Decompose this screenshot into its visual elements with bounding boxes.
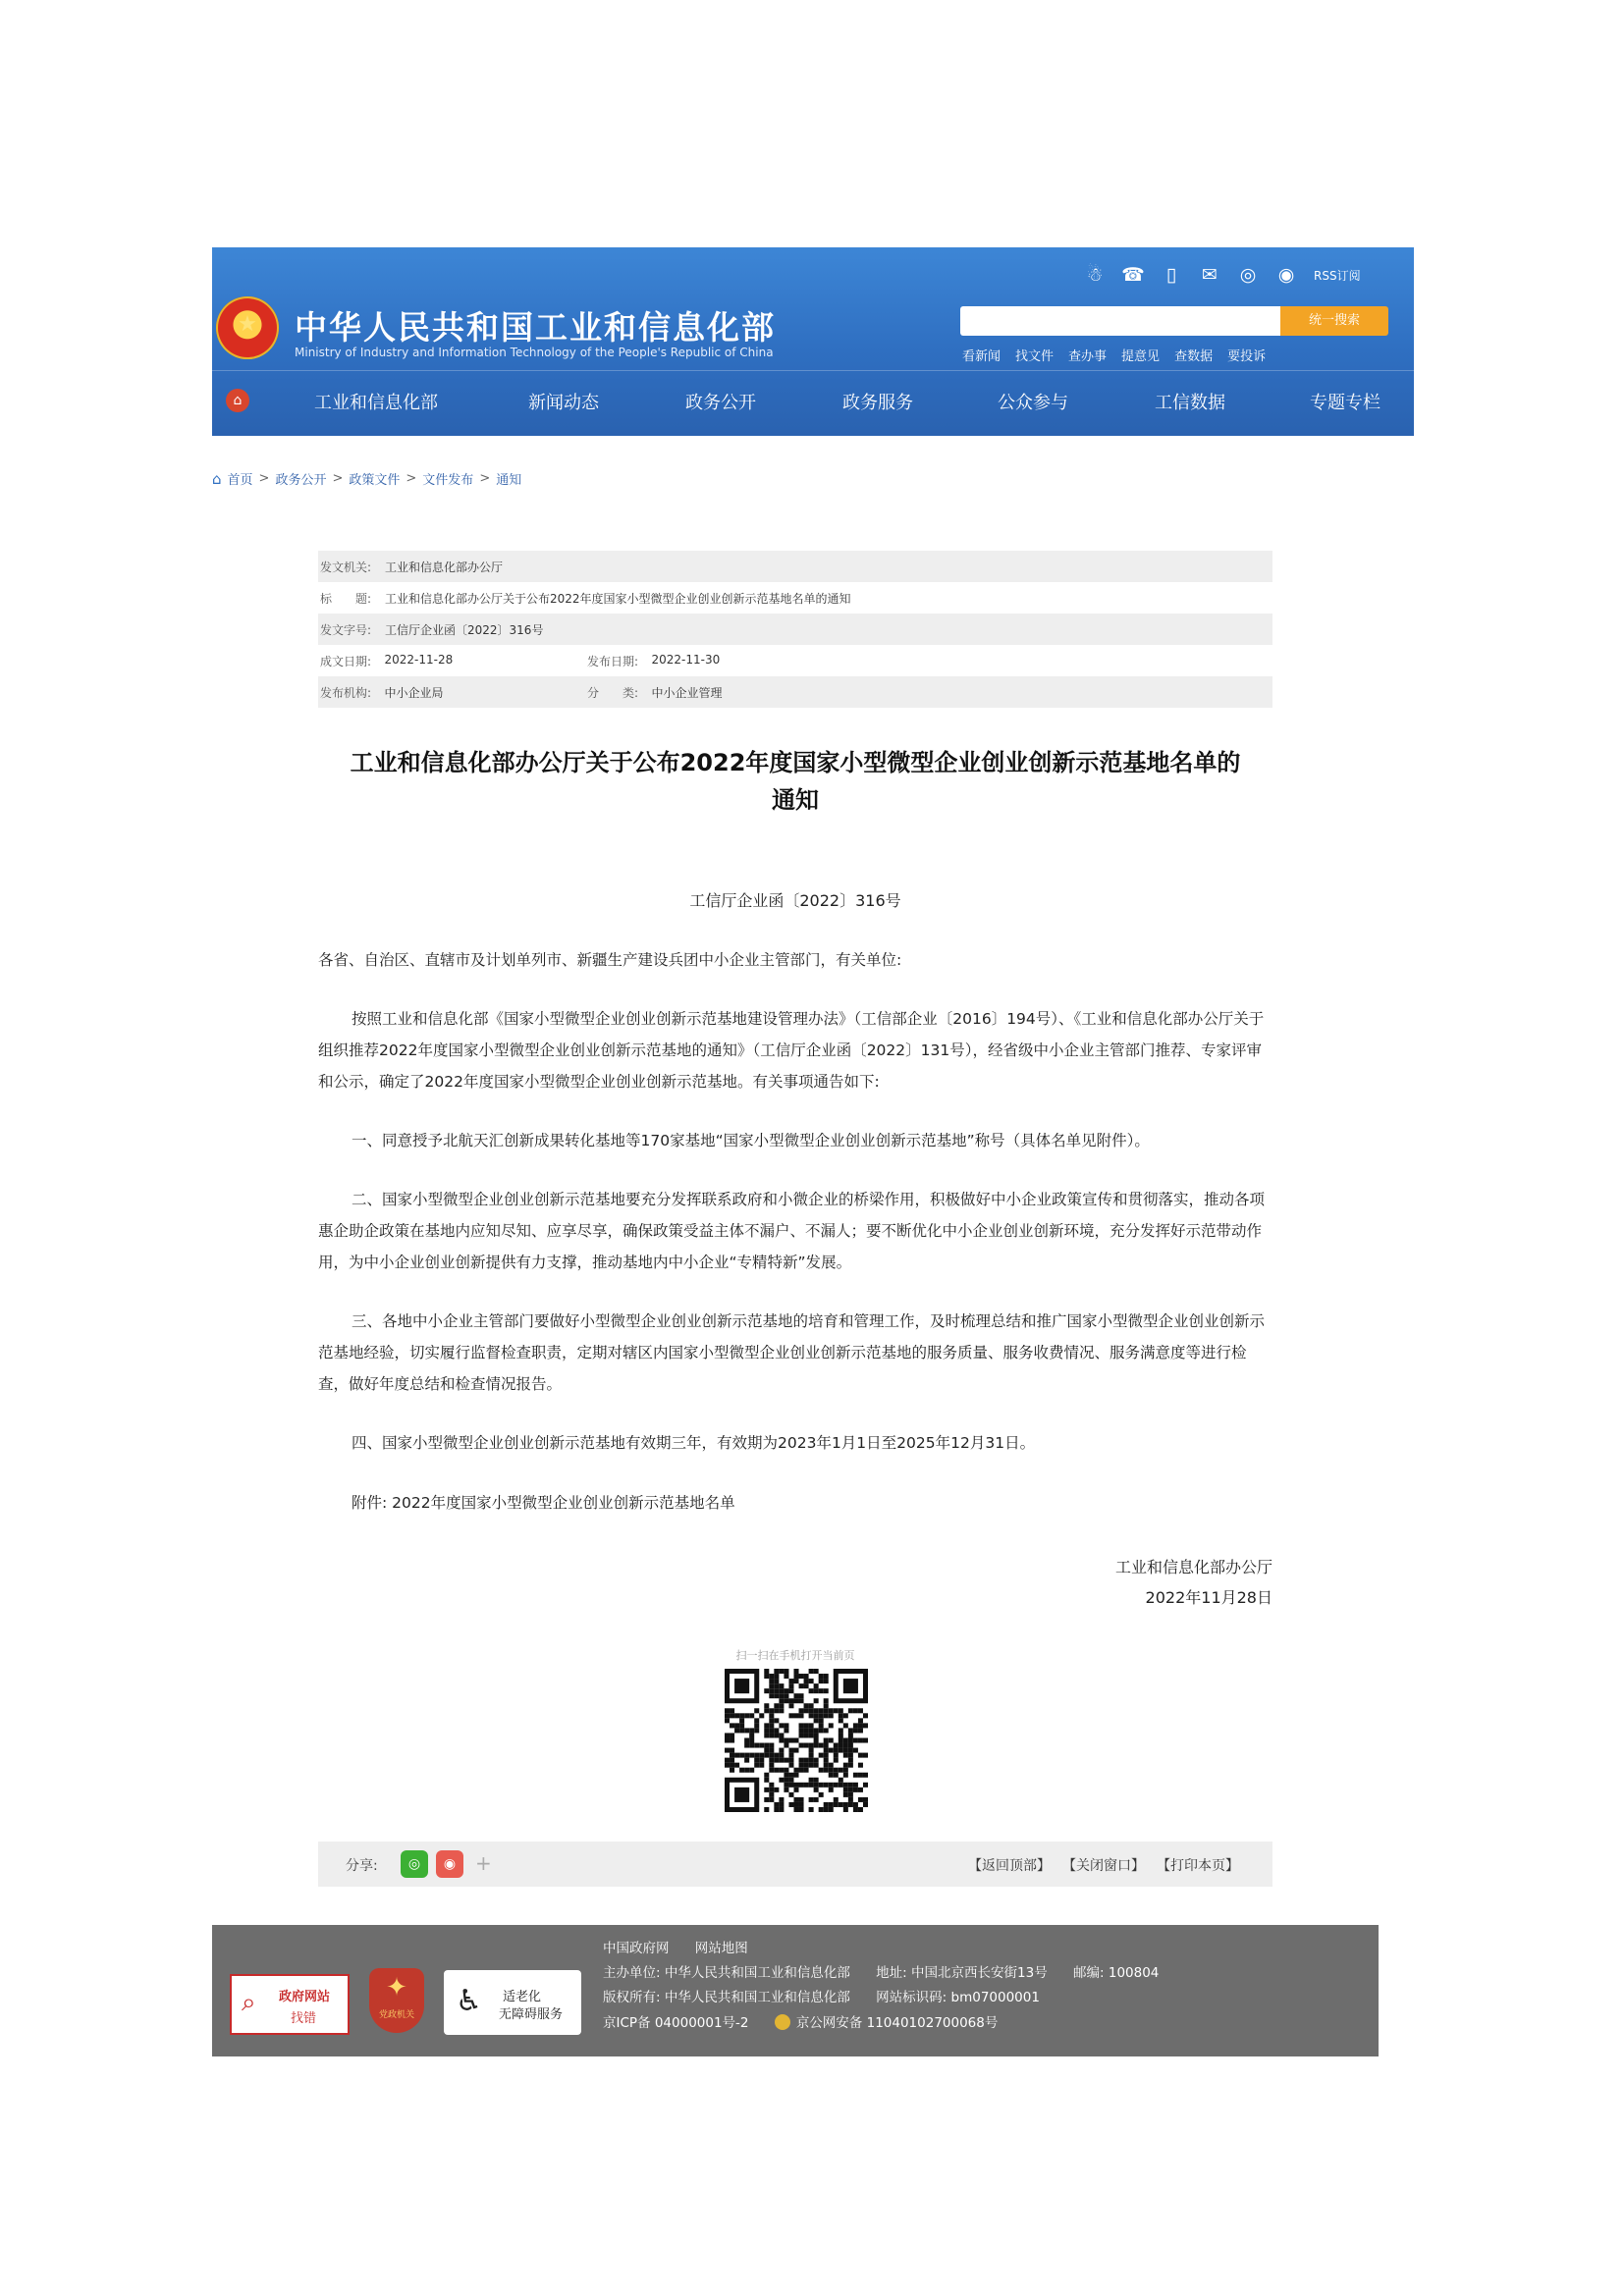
- info-row-org: [318, 676, 1272, 708]
- site-footer: [212, 1925, 1379, 2056]
- address-label: 地址:: [876, 1965, 907, 1981]
- breadcrumb-separator: >: [258, 471, 270, 486]
- wheelchair-icon: ♿: [456, 1984, 482, 2018]
- copyright-label: 版权所有:: [603, 1990, 661, 2005]
- accessibility-badge[interactable]: [444, 1970, 581, 2035]
- docno-label: 发文字号:: [320, 622, 372, 637]
- article-paragraph-2: 一、同意授予北航天汇创新成果转化基地等170家基地“国家小型微型企业创业创新示范基地”称号（具体名单见附件）。: [352, 1132, 1150, 1149]
- home-icon[interactable]: ⌂: [212, 469, 222, 488]
- article-title-line1: 工业和信息化部办公厅关于公布2022年度国家小型微型企业创业创新示范基地名单的: [350, 749, 1241, 776]
- search-button[interactable]: 统一搜索: [1280, 306, 1388, 336]
- article-paragraph-3: 二、国家小型微型企业创业创新示范基地要充分发挥联系政府和小微企业的桥梁作用，积极做好中小企业政策宣传和贯彻落实，推动各项惠企助企政策在基地内应知尽知、应享尽享，确保政策受益主体不漏户、不漏人；要不断优化中小企业创业创新环境，充分发挥好示范带动作用，为中小企业创业创新提供有力支撑，推动基地内中小企业“专精特新”发展。: [318, 1191, 1266, 1271]
- site-header: [212, 247, 1414, 436]
- search-input[interactable]: [960, 306, 1280, 336]
- site-id-label: 网站标识码:: [876, 1990, 947, 2005]
- page-tools: [968, 1855, 1239, 1875]
- info-row-docno: [318, 614, 1272, 645]
- share-bar: [318, 1842, 1272, 1887]
- rss-link[interactable]: RSS订阅: [1314, 268, 1361, 283]
- badge3-line2: 无障碍服务: [499, 2007, 564, 2022]
- issuer-value: 工业和信息化部办公厅: [385, 560, 504, 574]
- phone-icon[interactable]: ☎: [1121, 264, 1145, 286]
- nav-item-data[interactable]: 工信数据: [1155, 393, 1225, 413]
- article-title: [318, 744, 1272, 819]
- nav-item-ministry[interactable]: 工业和信息化部: [314, 393, 438, 413]
- host-label: 主办单位:: [603, 1965, 661, 1981]
- postcode-value: 100804: [1108, 1965, 1160, 1981]
- quick-link-files[interactable]: 找文件: [1015, 349, 1055, 364]
- quick-link-news[interactable]: 看新闻: [962, 349, 1001, 364]
- top-icon-bar: [1082, 261, 1361, 289]
- close-window-link[interactable]: 【关闭窗口】: [1062, 1858, 1145, 1874]
- host-value: 中华人民共和国工业和信息化部: [664, 1965, 850, 1981]
- weibo-share-icon[interactable]: ◉: [436, 1850, 463, 1878]
- category-value: 中小企业管理: [651, 685, 723, 700]
- police-badge-icon: [775, 2014, 790, 2030]
- breadcrumb-separator: >: [479, 471, 491, 486]
- docno-value: 工信厅企业函〔2022〕316号: [385, 622, 544, 637]
- print-page-link[interactable]: 【打印本页】: [1157, 1858, 1239, 1874]
- info-row-dates: [318, 645, 1272, 676]
- breadcrumb-separator: >: [406, 471, 417, 486]
- nav-item-public[interactable]: 公众参与: [998, 393, 1068, 413]
- created-value: 2022-11-28: [384, 652, 454, 667]
- footer-copyright-line: [603, 1986, 1061, 2005]
- org-label: 发布机构:: [320, 685, 372, 700]
- badge1-line2: 找错: [291, 2011, 317, 2026]
- category-label: 分 类:: [587, 685, 639, 700]
- qr-code: [725, 1669, 868, 1812]
- postcode-label: 邮编:: [1073, 1965, 1105, 1981]
- tablet-icon[interactable]: ▯: [1165, 264, 1177, 286]
- breadcrumb-release[interactable]: 文件发布: [422, 473, 474, 488]
- national-emblem-logo[interactable]: ★: [216, 296, 279, 359]
- nav-item-news[interactable]: 新闻动态: [528, 393, 599, 413]
- article-salutation: 各省、自治区、直辖市及计划单列市、新疆生产建设兵团中小企业主管部门，有关单位:: [318, 951, 902, 969]
- breadcrumb: [212, 469, 521, 488]
- quick-links: [962, 346, 1266, 364]
- magnifier-icon: ⌕: [242, 1988, 256, 2017]
- back-to-top-link[interactable]: 【返回顶部】: [968, 1858, 1051, 1874]
- breadcrumb-separator: >: [332, 471, 344, 486]
- published-value: 2022-11-30: [651, 652, 721, 667]
- home-icon[interactable]: ⌂: [226, 389, 249, 412]
- nav-item-gov-services[interactable]: 政务服务: [842, 393, 913, 413]
- created-label: 成文日期:: [320, 654, 372, 668]
- article-paragraph-5: 四、国家小型微型企业创业创新示范基地有效期三年，有效期为2023年1月1日至2025年12月31日。: [352, 1434, 1036, 1452]
- icp-record[interactable]: 京ICP备 04000001号-2: [603, 2015, 749, 2031]
- footer-links: [603, 1937, 770, 1956]
- badge1-line1: 政府网站: [279, 1990, 331, 2004]
- breadcrumb-policy[interactable]: 政策文件: [349, 473, 401, 488]
- share-label: 分享:: [346, 1858, 378, 1874]
- article-title-line2: 通知: [772, 786, 819, 814]
- article-paragraph-4: 三、各地中小企业主管部门要做好小型微型企业创业创新示范基地的培育和管理工作，及时梳理总结和推广国家小型微型企业创业创新示范基地经验，切实履行监督检查职责，定期对辖区内国家小型微型企业创业创新示范基地的服务质量、服务收费情况、服务满意度等进行检查，做好年度总结和检查情况报告。: [318, 1312, 1266, 1393]
- main-nav: [212, 375, 1414, 430]
- police-record[interactable]: 京公网安备 11040102700068号: [795, 2015, 999, 2031]
- site-id-value: bm07000001: [950, 1990, 1040, 2005]
- footer-link-sitemap[interactable]: 网站地图: [694, 1941, 748, 1956]
- site-title[interactable]: 中华人民共和国工业和信息化部: [295, 308, 776, 347]
- footer-link-gov[interactable]: 中国政府网: [603, 1941, 670, 1956]
- footer-host-line: [603, 1961, 1180, 1981]
- article-docno: 工信厅企业函〔2022〕316号: [689, 891, 901, 910]
- party-gov-organ-badge[interactable]: [369, 1968, 424, 2033]
- info-row-issuer: [318, 551, 1272, 582]
- address-value: 中国北京西长安街13号: [911, 1965, 1048, 1981]
- badge2-label: 党政机关: [378, 2010, 414, 2020]
- org-value: 中小企业局: [384, 685, 444, 700]
- footer-record-line: [603, 2011, 1019, 2031]
- robot-icon[interactable]: ☃: [1086, 264, 1104, 286]
- site-subtitle: Ministry of Industry and Information Technology of the People's Republic of China: [295, 346, 774, 359]
- weibo-icon[interactable]: ◉: [1277, 264, 1295, 286]
- signature-org: 工业和信息化部办公厅: [1114, 1558, 1272, 1576]
- title-value: 工业和信息化部办公厅关于公布2022年度国家小型微型企业创业创新示范基地名单的通知: [385, 591, 851, 606]
- qr-caption: 扫一扫在手机打开当前页: [735, 1649, 855, 1662]
- breadcrumb-notice[interactable]: 通知: [496, 473, 522, 488]
- info-row-title: [318, 582, 1272, 614]
- signature-date: 2022年11月28日: [1145, 1588, 1272, 1607]
- mail-icon[interactable]: ✉: [1202, 264, 1218, 286]
- quick-link-feedback[interactable]: 提意见: [1121, 349, 1161, 364]
- quick-link-data[interactable]: 查数据: [1174, 349, 1214, 364]
- gov-site-error-badge[interactable]: [230, 1974, 350, 2035]
- party-emblem-icon: ✦: [386, 1973, 407, 2002]
- quick-link-complaint[interactable]: 要投诉: [1227, 349, 1267, 364]
- article-attachment[interactable]: 附件: 2022年度国家小型微型企业创业创新示范基地名单: [352, 1494, 735, 1512]
- more-share-icon[interactable]: +: [475, 1851, 492, 1875]
- title-label: 标 题:: [320, 591, 372, 606]
- published-label: 发布日期:: [587, 654, 639, 668]
- wechat-share-icon[interactable]: ◎: [401, 1850, 428, 1878]
- badge3-line1: 适老化: [503, 1990, 542, 2004]
- breadcrumb-home[interactable]: 首页: [227, 473, 253, 488]
- wechat-icon[interactable]: ◎: [1239, 264, 1257, 286]
- nav-item-topics[interactable]: 专题专栏: [1310, 393, 1380, 413]
- quick-link-services[interactable]: 查办事: [1068, 349, 1108, 364]
- nav-item-gov-affairs[interactable]: 政务公开: [685, 393, 756, 413]
- article-paragraph-1: 按照工业和信息化部《国家小型微型企业创业创新示范基地建设管理办法》（工信部企业〔2016〕194号）、《工业和信息化部办公厅关于组织推荐2022年度国家小型微型企业创业创新示范基地的通知》（工信厅企业函〔2022〕131号），经省级中小企业主管部门推荐、专家评审和公示，确定了2022年度国家小型微型企业创业创新示范基地。有关事项通告如下:: [318, 1010, 1265, 1091]
- copyright-value: 中华人民共和国工业和信息化部: [664, 1990, 850, 2005]
- document-info-table: [318, 551, 1272, 708]
- breadcrumb-gov-affairs[interactable]: 政务公开: [275, 473, 327, 488]
- issuer-label: 发文机关:: [320, 560, 372, 574]
